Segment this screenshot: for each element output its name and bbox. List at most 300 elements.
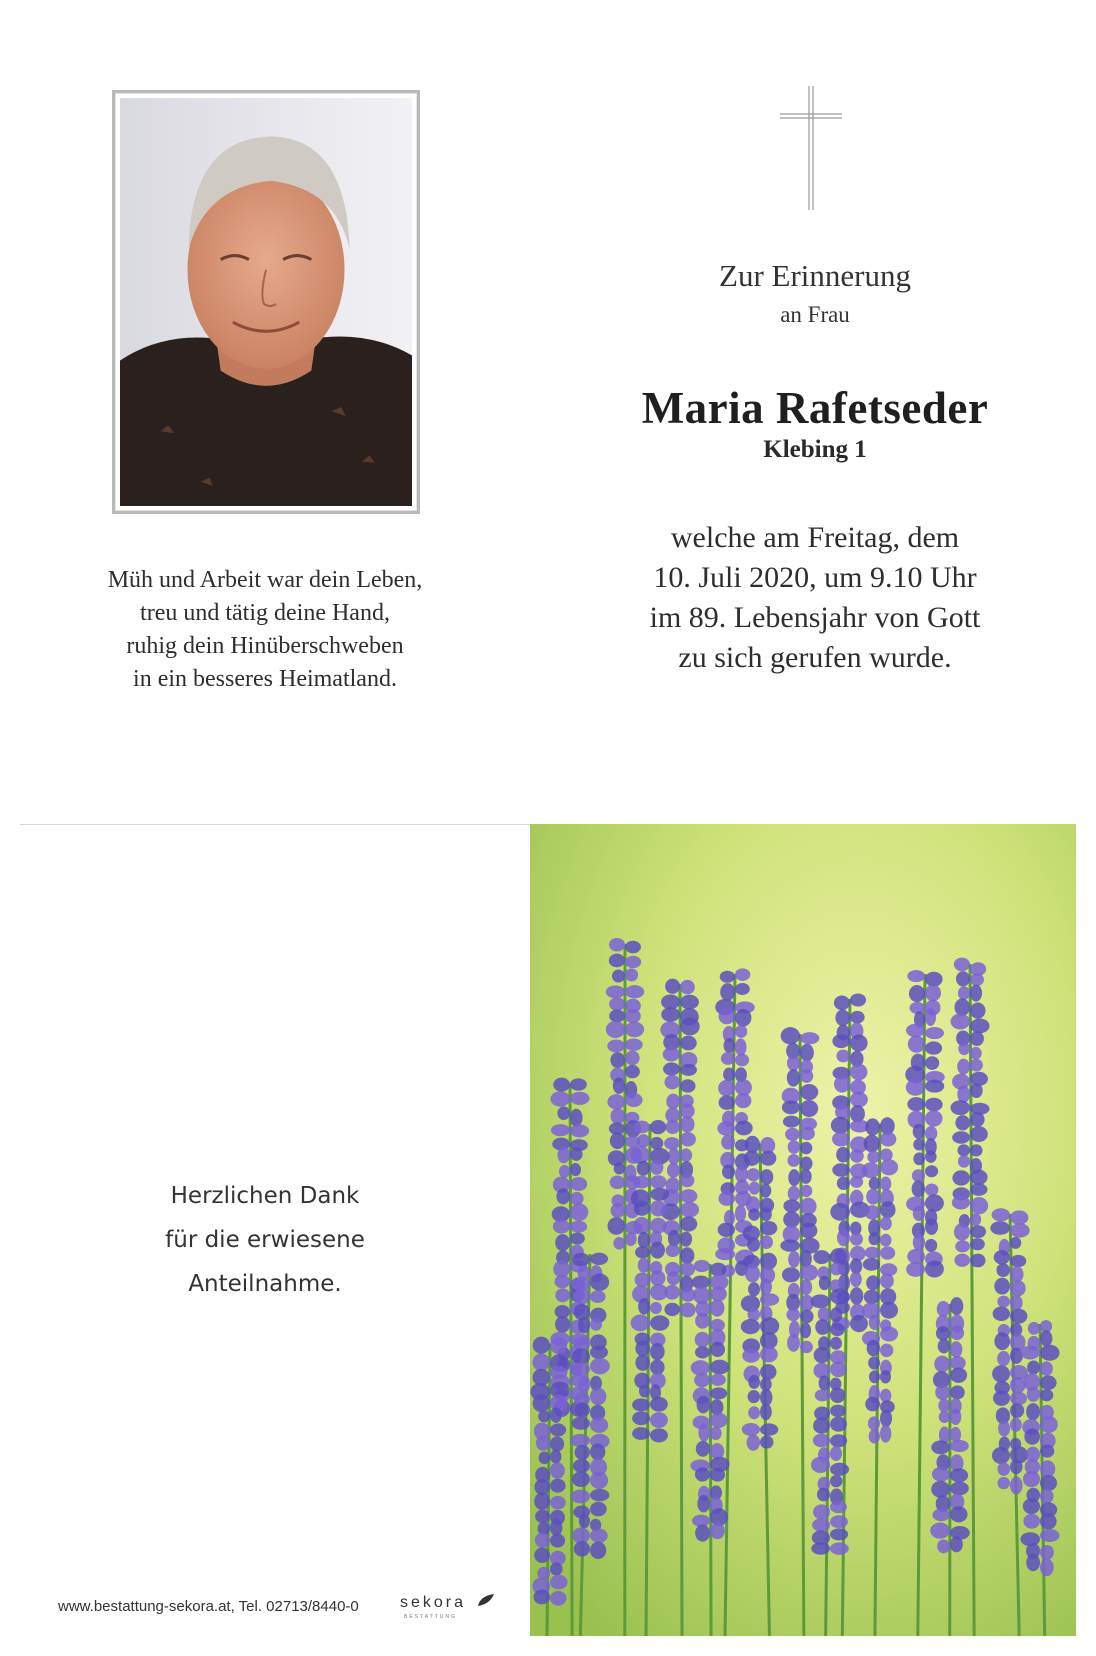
- lavender-bud: [635, 1355, 650, 1371]
- lavender-bud: [695, 1313, 710, 1329]
- lavender-bud: [850, 1092, 868, 1108]
- lavender-bud: [533, 1394, 550, 1412]
- lavender-bud: [925, 1056, 939, 1070]
- memorial-heading: Zur Erinnerung: [719, 258, 911, 293]
- lavender-bud: [697, 1396, 710, 1414]
- lavender-bud: [990, 1221, 1010, 1235]
- lavender-bud: [811, 1294, 830, 1308]
- lavender-bud: [590, 1472, 608, 1489]
- death-notice: [600, 518, 1030, 678]
- lavender-bud: [724, 1038, 735, 1053]
- lavender-bud: [787, 1334, 800, 1352]
- lavender-bud: [570, 1177, 587, 1191]
- lavender-bud: [590, 1290, 606, 1303]
- lavender-bud: [830, 1417, 847, 1432]
- lavender-bud: [865, 1247, 880, 1259]
- lavender-bud: [638, 1258, 650, 1273]
- lavender-bud: [830, 1405, 846, 1417]
- lavender-bud: [710, 1412, 727, 1427]
- lavender-bud: [788, 1251, 800, 1268]
- lavender-bud: [1023, 1498, 1040, 1514]
- lavender-bud: [912, 1180, 925, 1197]
- lavender-bud: [954, 1223, 970, 1240]
- lavender-bud: [800, 1264, 818, 1280]
- lavender-bud: [880, 1327, 898, 1342]
- lavender-bud: [1040, 1460, 1055, 1477]
- lavender-bud: [680, 1262, 695, 1276]
- lavender-bud: [550, 1423, 566, 1436]
- lavender-bud: [836, 1147, 850, 1163]
- lavender-bud: [634, 1121, 650, 1134]
- lavender-bud: [747, 1168, 760, 1181]
- lavender-bud: [950, 1326, 964, 1340]
- lavender-bud: [817, 1488, 830, 1502]
- lavender-bud: [935, 1385, 950, 1400]
- lavender-bud: [819, 1375, 830, 1390]
- lavender-bud: [570, 1203, 588, 1221]
- lavender-bud: [830, 1289, 849, 1305]
- lavender-bud: [551, 1124, 570, 1136]
- lavender-bud: [1040, 1529, 1060, 1542]
- lavender-bud: [997, 1462, 1010, 1475]
- lavender-bud: [800, 1185, 812, 1197]
- lavender-bud: [925, 1110, 943, 1126]
- lavender-bud: [735, 1121, 753, 1136]
- lavender-bud: [607, 1217, 625, 1235]
- lavender-bud: [813, 1418, 830, 1434]
- lavender-bud: [590, 1318, 602, 1331]
- lavender-bud: [533, 1337, 550, 1354]
- lavender-bud: [800, 1238, 820, 1254]
- lavender-bud: [550, 1436, 564, 1452]
- lavender-bud: [680, 1018, 700, 1036]
- lavender-bud: [1010, 1210, 1028, 1224]
- lavender-bud: [954, 958, 970, 972]
- lavender-bud: [815, 1389, 830, 1401]
- lavender-bud: [783, 1115, 800, 1127]
- lavender-bud: [1010, 1418, 1022, 1432]
- lavender-bud: [710, 1387, 727, 1399]
- lavender-bud: [559, 1165, 570, 1178]
- lavender-bud: [952, 1196, 970, 1210]
- lavender-bud: [748, 1406, 760, 1419]
- lavender-bud: [925, 1080, 944, 1093]
- lavender-bud: [717, 1121, 735, 1135]
- lavender-bud: [680, 1079, 696, 1092]
- lavender-bud: [811, 1457, 830, 1473]
- lavender-bud: [950, 1385, 965, 1399]
- lavender-bud: [570, 1124, 589, 1137]
- poem-line: ruhig dein Hinüberschweben: [126, 633, 404, 659]
- lavender-bud: [723, 1068, 735, 1082]
- lavender-bud: [925, 1041, 942, 1054]
- lavender-bud: [814, 1347, 830, 1363]
- lavender-bud: [572, 1253, 590, 1267]
- lavender-bud: [837, 1229, 850, 1246]
- lavender-bud: [800, 1279, 812, 1295]
- lavender-bud: [994, 1278, 1010, 1295]
- deceased-name: Maria Rafetseder: [641, 383, 989, 433]
- lavender-bud: [607, 1040, 625, 1053]
- lavender-bud: [997, 1296, 1010, 1308]
- lavender-bud: [780, 1239, 800, 1251]
- lavender-bud: [710, 1468, 725, 1482]
- lavender-bud: [625, 1093, 643, 1107]
- lavender-bud: [1040, 1330, 1052, 1346]
- lavender-bud: [782, 1267, 800, 1282]
- lavender-bud: [574, 1288, 590, 1305]
- lavender-bud: [863, 1258, 880, 1271]
- lavender-bud: [632, 1411, 650, 1425]
- lavender-bud: [950, 1482, 969, 1496]
- lavender-bud: [970, 1031, 984, 1046]
- lavender-bud: [937, 1539, 950, 1553]
- lavender-bud: [880, 1177, 891, 1191]
- lavender-bud: [955, 1115, 970, 1130]
- thanks-line: Anteilnahme.: [188, 1271, 342, 1297]
- lavender-bud: [864, 1290, 880, 1304]
- lavender-bud: [613, 1237, 625, 1249]
- lavender-bud: [950, 1408, 961, 1425]
- lavender-bud: [570, 1148, 583, 1161]
- lavender-bud: [550, 1407, 562, 1422]
- lavender-bud: [800, 1157, 813, 1171]
- lavender-bud: [788, 1140, 800, 1154]
- lavender-bud: [744, 1151, 760, 1166]
- portrait-image: [120, 98, 412, 506]
- lavender-bud: [786, 1308, 800, 1321]
- lavender-bud: [800, 1223, 817, 1239]
- lavender-bud: [956, 971, 970, 986]
- lavender-bud: [906, 1262, 925, 1277]
- lavender-bud: [819, 1276, 830, 1290]
- lavender-bud: [868, 1356, 880, 1369]
- lavender-bud: [830, 1262, 843, 1275]
- lavender-bud: [830, 1463, 849, 1476]
- lavender-bud: [610, 1203, 625, 1218]
- lavender-bud: [650, 1397, 668, 1412]
- lavender-bud: [970, 1197, 988, 1214]
- lavender-bud: [906, 1079, 925, 1096]
- sekora-logo: [400, 1592, 496, 1626]
- lavender-bud: [650, 1200, 666, 1216]
- lavender-bud: [710, 1342, 725, 1357]
- lavender-bud: [637, 1134, 650, 1148]
- lavender-bud: [950, 1014, 970, 1030]
- lavender-bud: [572, 1348, 590, 1364]
- lavender-bud: [635, 1340, 650, 1356]
- lavender-bud: [1023, 1514, 1040, 1529]
- thanks-line: Herzlichen Dank: [170, 1183, 360, 1209]
- lavender-bud: [536, 1435, 550, 1451]
- lavender-bud: [550, 1591, 567, 1606]
- lavender-bud: [720, 971, 735, 983]
- lavender-bud: [783, 1199, 800, 1212]
- lavender-bud: [557, 1147, 570, 1164]
- lavender-bud: [614, 1162, 625, 1174]
- lavender-bud: [634, 1201, 650, 1216]
- lavender-bud: [694, 1260, 710, 1272]
- lavender-bud: [1040, 1545, 1054, 1560]
- lavender-bud: [830, 1307, 842, 1322]
- lavender-bud: [1027, 1387, 1040, 1402]
- lavender-bud: [667, 1271, 680, 1285]
- lavender-bud: [710, 1426, 722, 1440]
- lavender-bud: [880, 1246, 895, 1259]
- lavender-bud: [970, 1112, 985, 1127]
- lavender-bud: [550, 1091, 570, 1106]
- lavender-bud: [925, 1218, 938, 1235]
- lavender-bud: [555, 1288, 570, 1302]
- lavender-bud: [868, 1232, 880, 1245]
- lavender-bud: [800, 1310, 814, 1324]
- lavender-bud: [553, 1219, 570, 1233]
- lavender-bud: [830, 1542, 849, 1554]
- lavender-bud: [680, 1036, 697, 1051]
- lavender-bud: [913, 1234, 925, 1251]
- lavender-bud: [869, 1370, 880, 1383]
- lavender-bud: [550, 1562, 563, 1575]
- lavender-bud: [992, 1208, 1010, 1221]
- lavender-bud: [925, 1261, 944, 1278]
- lavender-bud: [695, 1346, 710, 1358]
- lavender-bud: [869, 1177, 880, 1190]
- lavender-bud: [830, 1434, 847, 1447]
- lavender-bud: [748, 1282, 760, 1296]
- lavender-bud: [650, 1175, 667, 1188]
- lavender-bud: [880, 1425, 891, 1443]
- lavender-bud: [958, 1155, 970, 1168]
- lavender-bud: [590, 1502, 607, 1517]
- lavender-bud: [880, 1344, 893, 1357]
- lavender-bud: [830, 1248, 847, 1264]
- lavender-bud: [1026, 1554, 1040, 1571]
- lavender-bud: [992, 1365, 1010, 1382]
- lavender-bud: [555, 1316, 570, 1333]
- lavender-bud: [830, 1475, 842, 1487]
- lavender-bud: [590, 1542, 606, 1559]
- lavender-bud: [957, 1144, 970, 1156]
- lavender-bud: [830, 1515, 848, 1528]
- lavender-bud: [850, 1011, 865, 1024]
- lavender-bud: [735, 983, 750, 995]
- lavender-bud: [1024, 1428, 1040, 1444]
- lavender-bud: [800, 1032, 819, 1044]
- lavender-bud: [748, 1390, 760, 1403]
- lavender-bud: [1040, 1475, 1057, 1491]
- lavender-bud: [832, 1034, 850, 1048]
- death-notice-line: zu sich gerufen wurde.: [678, 641, 952, 674]
- poem-line: in ein besseres Heimatland.: [133, 666, 397, 692]
- lavender-bud: [955, 1240, 970, 1252]
- lavender-bud: [880, 1132, 896, 1147]
- lavender-bud: [931, 1440, 950, 1454]
- lavender-bud: [735, 968, 750, 981]
- lavender-bud: [931, 1481, 950, 1498]
- lavender-bud: [625, 1022, 644, 1038]
- lavender-bud: [590, 1444, 605, 1461]
- deceased-address: Klebing 1: [763, 436, 867, 463]
- lavender-bud: [787, 1055, 800, 1071]
- lavender-bud: [635, 1246, 650, 1258]
- lavender-bud: [680, 1116, 695, 1132]
- lavender-bud: [813, 1363, 830, 1379]
- lavender-bud: [665, 1120, 680, 1134]
- lavender-bud: [735, 1205, 746, 1223]
- lavender-bud: [611, 1108, 625, 1124]
- lavender-bud: [950, 1100, 970, 1115]
- lavender-illustration: [530, 824, 1076, 1636]
- lavender-bud: [970, 1170, 988, 1185]
- lavender-bud: [721, 1135, 735, 1150]
- lavender-bud: [1040, 1513, 1057, 1529]
- lavender-bud: [970, 1213, 981, 1226]
- lavender-bud: [625, 1065, 640, 1078]
- lavender-bud: [745, 1265, 760, 1283]
- lavender-bud: [625, 1038, 643, 1051]
- lavender-bud: [573, 1459, 590, 1473]
- lavender-bud: [534, 1492, 550, 1510]
- lavender-bud: [639, 1384, 650, 1397]
- lavender-bud: [950, 1440, 969, 1452]
- lavender-bud: [610, 1132, 625, 1149]
- lavender-bud: [954, 1254, 970, 1267]
- lavender-bud: [970, 1126, 988, 1142]
- lavender-bud: [735, 1054, 749, 1067]
- lavender-bud: [550, 1462, 565, 1479]
- lavender-bud: [866, 1275, 880, 1290]
- lavender-bud: [638, 1298, 650, 1315]
- lavender-bud: [970, 1254, 986, 1268]
- lavender-bud: [913, 1124, 925, 1139]
- lavender-bud: [925, 1194, 944, 1211]
- lavender-bud: [609, 1010, 625, 1023]
- lavender-bud: [907, 1249, 925, 1264]
- lavender-bud: [834, 1076, 850, 1093]
- lavender-bud: [650, 1270, 665, 1286]
- lavender-bud: [938, 1339, 950, 1354]
- lavender-bud: [574, 1541, 590, 1556]
- lavender-bud: [1010, 1295, 1023, 1310]
- lavender-bud: [735, 1025, 747, 1038]
- lavender-bud: [760, 1184, 771, 1198]
- lavender-bud: [800, 1322, 811, 1338]
- lavender-bud: [590, 1529, 608, 1543]
- lavender-bud: [907, 1097, 925, 1111]
- lavender-bud: [830, 1528, 848, 1540]
- lavender-bud: [625, 1009, 641, 1023]
- lavender-bud: [867, 1340, 880, 1357]
- lavender-bud: [970, 1083, 983, 1098]
- memorial-subheading: an Frau: [780, 302, 850, 327]
- lavender-bud: [537, 1567, 550, 1580]
- lavender-bud: [850, 1149, 864, 1163]
- fold-divider: [20, 824, 530, 825]
- thanks-line: für die erwiesene: [165, 1227, 365, 1253]
- lavender-bud: [867, 1151, 880, 1163]
- lavender-bud: [932, 1467, 950, 1482]
- lavender-bud: [1040, 1375, 1057, 1390]
- lavender-bud: [939, 1411, 950, 1423]
- lavender-bud: [612, 970, 625, 983]
- lavender-bud: [1010, 1255, 1026, 1267]
- lavender-bud: [650, 1343, 665, 1360]
- lavender-bud: [913, 1138, 925, 1150]
- lavender-bud: [680, 1232, 692, 1247]
- lavender-bud: [812, 1518, 830, 1532]
- lavender-bud: [830, 1337, 842, 1350]
- lavender-bud: [906, 1024, 925, 1037]
- lavender-bud: [830, 1388, 845, 1403]
- lavender-bud: [570, 1078, 587, 1090]
- lavender-bud: [800, 1069, 813, 1083]
- lavender-bud: [694, 1373, 710, 1387]
- lavender-bud: [830, 1322, 845, 1336]
- lavender-bud: [590, 1489, 609, 1501]
- lavender-bud: [1010, 1280, 1026, 1296]
- lavender-bud: [837, 1176, 850, 1190]
- lavender-bud: [747, 1237, 760, 1252]
- lavender-bud: [865, 1118, 880, 1135]
- lavender-bud: [735, 1093, 751, 1108]
- lavender-bud: [880, 1410, 892, 1427]
- lavender-bud: [868, 1416, 880, 1430]
- lavender-bud: [650, 1137, 663, 1150]
- lavender-bud: [570, 1092, 590, 1105]
- lavender-bud: [718, 1223, 735, 1237]
- lavender-bud: [832, 1163, 850, 1176]
- lavender-bud: [666, 1094, 680, 1110]
- lavender-bud: [880, 1216, 892, 1230]
- lavender-bud: [813, 1504, 830, 1519]
- lavender-bud: [800, 1084, 818, 1100]
- lavender-bud: [788, 1186, 800, 1201]
- lavender-bud: [575, 1402, 590, 1417]
- lavender-bud: [667, 1163, 680, 1178]
- lavender-bud: [800, 1044, 814, 1062]
- lavender-bud: [550, 1450, 561, 1464]
- lavender-bud: [970, 1059, 983, 1072]
- lavender-bud: [650, 1315, 669, 1330]
- lavender-bud: [571, 1490, 590, 1504]
- lavender-bud: [950, 1367, 967, 1382]
- lavender-bud: [535, 1510, 550, 1524]
- cross-icon: [778, 84, 844, 212]
- lavender-bud: [666, 1244, 680, 1257]
- lavender-bud: [970, 1238, 985, 1250]
- lavender-bud: [570, 1192, 584, 1206]
- lavender-bud: [538, 1410, 550, 1422]
- lavender-bud: [570, 1363, 590, 1376]
- lavender-bud: [613, 1077, 625, 1094]
- lavender-bud: [760, 1235, 773, 1249]
- lavender-bud: [781, 1027, 800, 1044]
- lavender-bud: [1010, 1309, 1027, 1324]
- lavender-bud: [912, 1169, 925, 1182]
- lavender-bud: [958, 1042, 970, 1055]
- lavender-bud: [993, 1390, 1010, 1405]
- lavender-bud: [570, 1109, 583, 1127]
- lavender-bud: [607, 1094, 625, 1109]
- lavender-bud: [748, 1208, 760, 1220]
- lavender-bud: [800, 1341, 813, 1353]
- lavender-bud: [957, 1059, 970, 1075]
- lavender-bud: [880, 1234, 892, 1247]
- lavender-bud: [550, 1496, 566, 1509]
- lavender-bud: [718, 1191, 735, 1206]
- lavender-bud: [925, 1098, 943, 1112]
- lavender-bud: [850, 1176, 863, 1188]
